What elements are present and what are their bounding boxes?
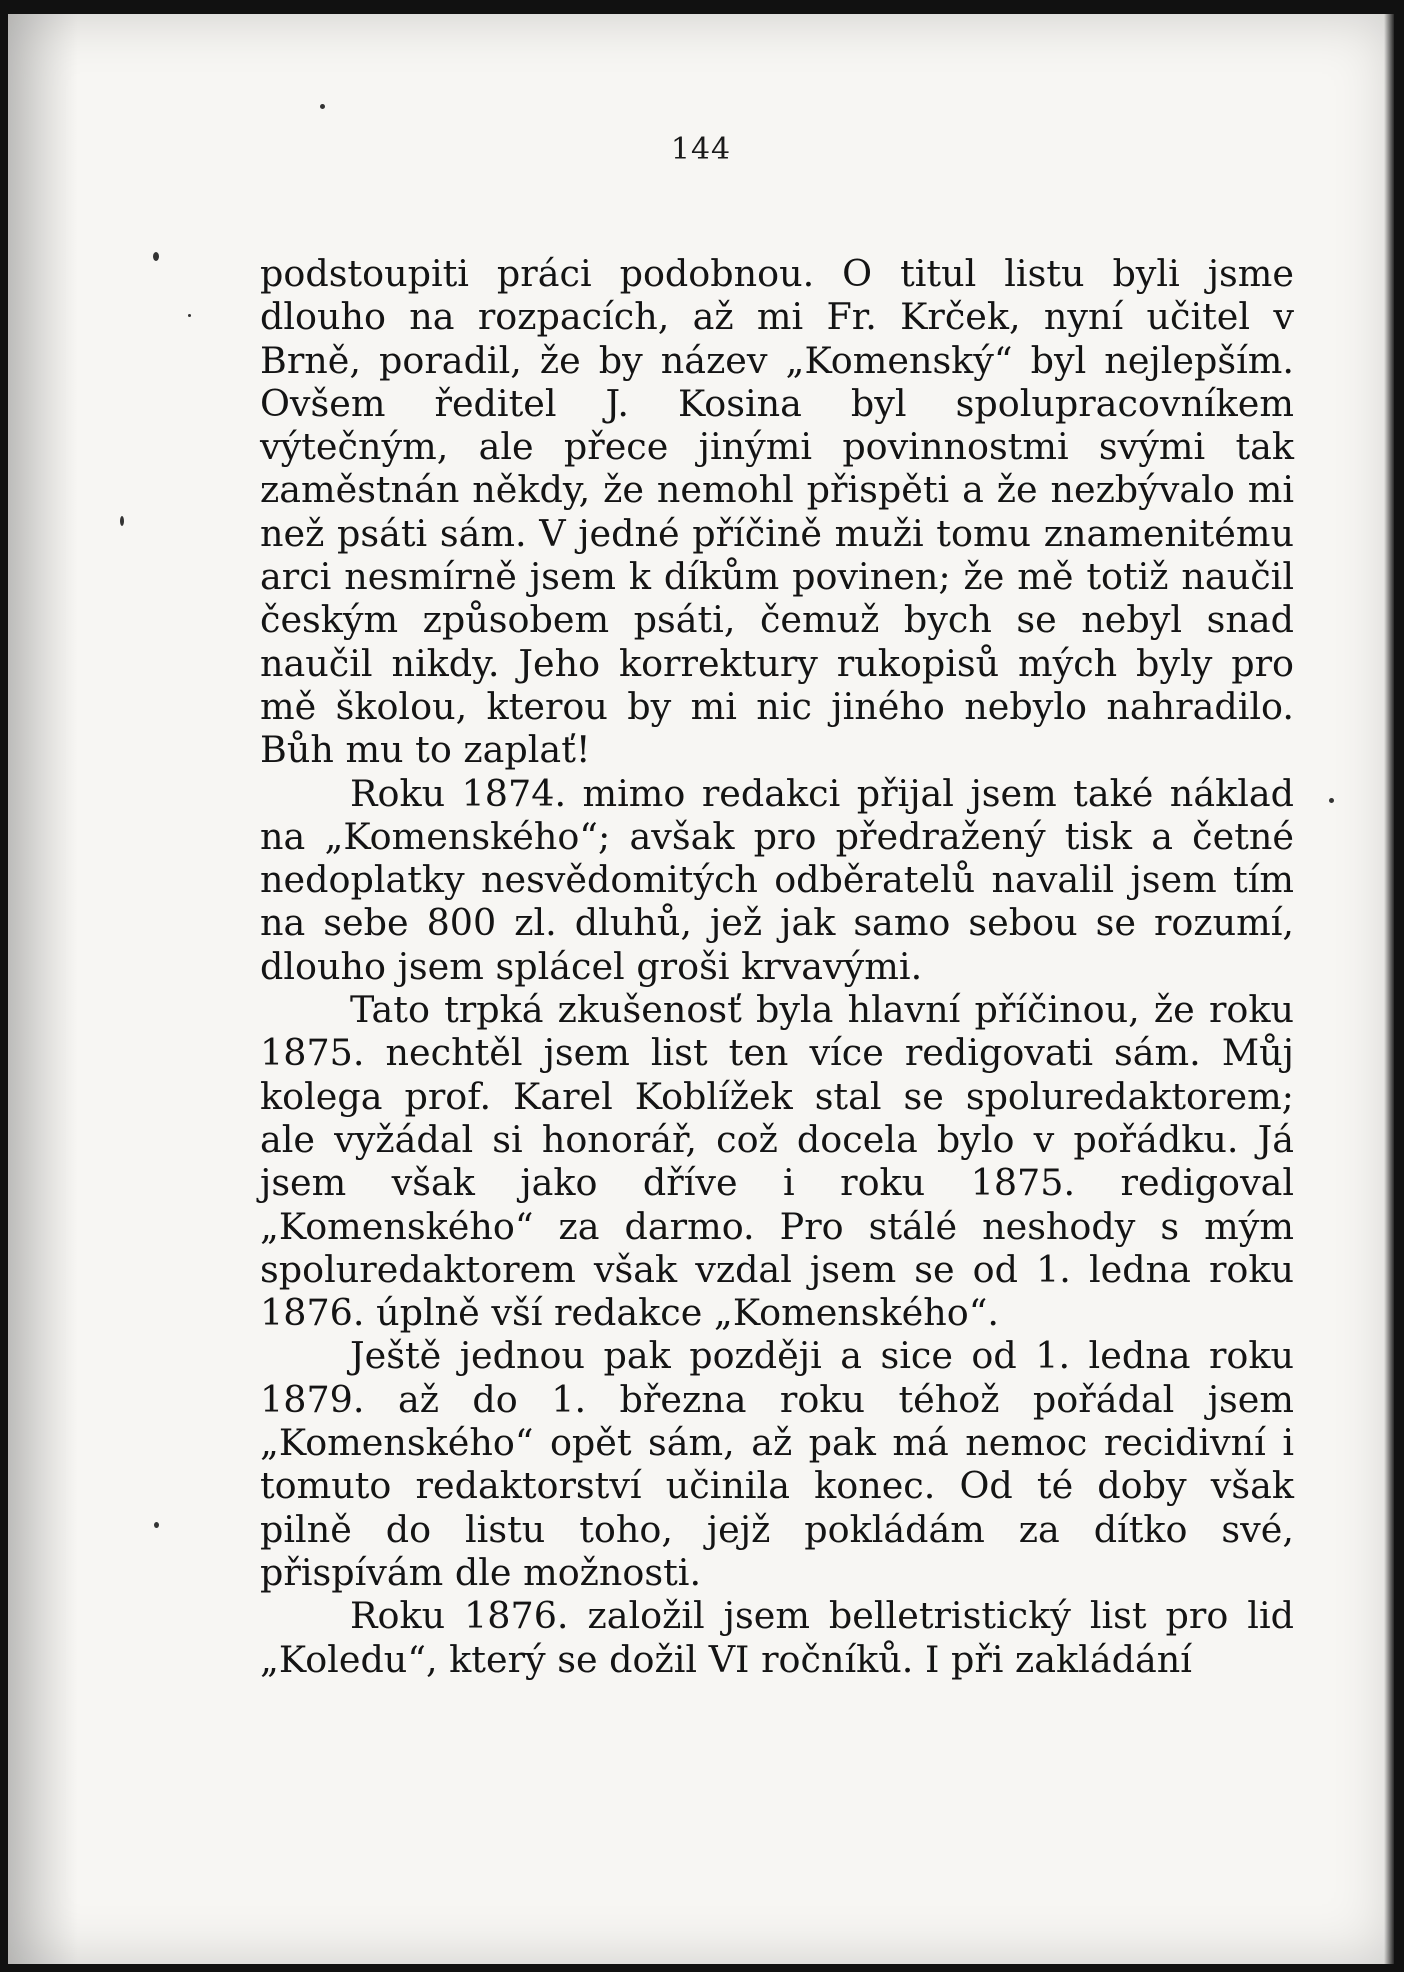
print-speck <box>320 104 325 109</box>
paragraph: podstoupiti práci podobnou. O titul listu byli jsme dlouho na rozpacích, až mi Fr. Krček, nyní učitel v Brně, poradil, že by název „Komenský“ byl nejlepším. Ovšem ředitel J. Kosina byl spolupracovníkem výtečným, ale přece jinými povinnostmi svými tak zaměstnán někdy, že nemohl přispěti a že nezbývalo mi než psáti sám. V jedné příčině muži tomu znamenitému arci nesmírně jsem k díkům povinen; že mě totiž naučil českým způsobem psáti, čemuž bych se nebyl snad naučil nikdy. Jeho korrektury rukopisů mých byly pro mě školou, kterou by mi nic jiného nebylo nahradilo. Bůh mu to zaplať! <box>260 252 1294 772</box>
page-right-edge <box>1384 14 1394 1964</box>
paragraph: Roku 1876. založil jsem belletristický list pro lid „Koledu“, který se dožil VI ročníků. I při zakládání <box>260 1594 1294 1681</box>
book-page <box>8 14 1394 1964</box>
body-text <box>260 252 1294 1681</box>
print-speck <box>153 252 159 261</box>
paragraph: Roku 1874. mimo redakci přijal jsem také náklad na „Komenského“; avšak pro předražený tisk a četné nedoplatky nesvědomitých odběratelů navalil jsem tím na sebe 800 zl. dluhů, jež jak samo sebou se rozumí, dlouho jsem splácel groši krvavými. <box>260 771 1294 988</box>
paragraph: Tato trpká zkušenosť byla hlavní příčinou, že roku 1875. nechtěl jsem list ten více redigovati sám. Můj kolega prof. Karel Koblížek stal se spoluredaktorem; ale vyžádal si honorář, což docela bylo v pořádku. Já jsem však jako dříve i roku 1875. redigoval „Komenského“ za darmo. Pro stálé neshody s mým spoluredaktorem však vzdal jsem se od 1. ledna roku 1876. úplně vší redakce „Komenského“. <box>260 988 1294 1335</box>
page-number: 144 <box>670 132 732 167</box>
paragraph: Ještě jednou pak později a sice od 1. ledna roku 1879. až do 1. března roku téhož pořádal jsem „Komenského“ opět sám, až pak má nemoc recidivní i tomuto redaktorství učinila konec. Od té doby však pilně do listu toho, jejž pokládám za dítko své, přispívám dle možnosti. <box>260 1334 1294 1594</box>
gutter-shadow <box>8 14 78 1964</box>
print-speck <box>188 314 191 317</box>
print-speck <box>154 1522 159 1528</box>
print-speck <box>120 516 124 526</box>
print-speck <box>1329 798 1334 803</box>
